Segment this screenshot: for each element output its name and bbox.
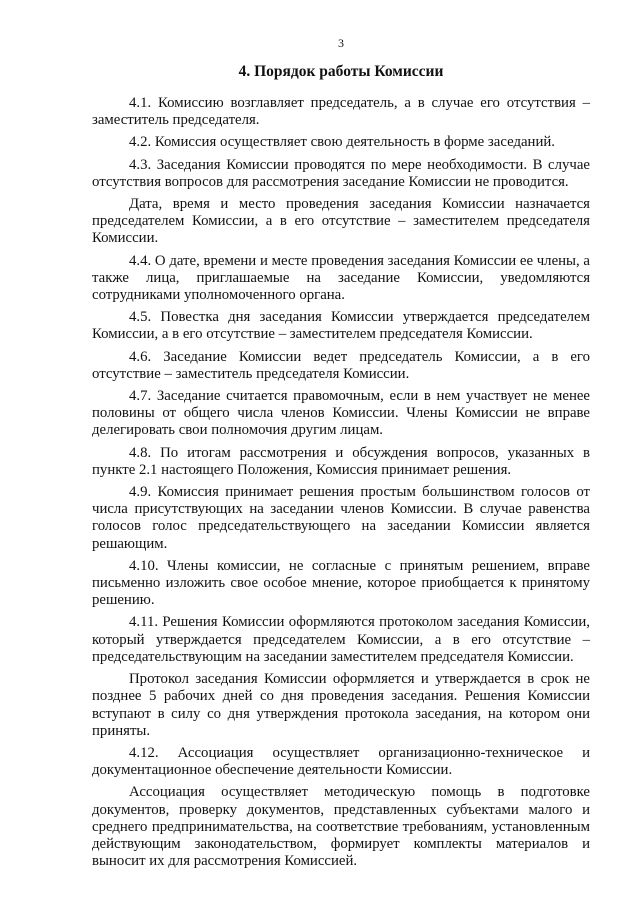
paragraph-4-8: 4.8. По итогам рассмотрения и обсуждения вопросов, указанных в пункте 2.1 настоящего Положения, Комиссия принимает решения. <box>92 444 590 478</box>
paragraph-4-7: 4.7. Заседание считается правомочным, если в нем участвует не менее половины от общего числа членов Комиссии. Члены Комиссии не вправе делегировать свои полномочия другим лицам. <box>92 388 590 439</box>
paragraph-4-3-continued: Дата, время и место проведения заседания Комиссии назначается председателем Комиссии, а в его отсутствие – заместителем председателя Комиссии. <box>92 196 590 247</box>
paragraph-4-6: 4.6. Заседание Комиссии ведет председатель Комиссии, а в его отсутствие – заместитель председателя Комиссии. <box>92 348 590 382</box>
paragraph-4-2: 4.2. Комиссия осуществляет свою деятельность в форме заседаний. <box>129 134 556 151</box>
paragraph-4-10: 4.10. Члены комиссии, не согласные с принятым решением, вправе письменно изложить свое особое мнение, которое приобщается к принятому решению. <box>92 557 590 609</box>
paragraph-4-12: 4.12. Ассоциация осуществляет организационно-техническое и документационное обеспечение деятельности Комиссии. <box>92 744 590 779</box>
page-number: 3 <box>338 36 344 50</box>
paragraph-4-11-continued: Протокол заседания Комиссии оформляется и утверждается в срок не позднее 5 рабочих дней со дня проведения заседания. Решения Комиссии вступают в силу со дня утверждения протокола заседания, на котором они приняты. <box>92 671 590 739</box>
section-body <box>92 95 590 870</box>
paragraph-4-9: 4.9. Комиссия принимает решения простым большинством голосов от числа присутствующих на заседании членов Комиссии. В случае равенства голосов голос председательствующего на заседании Комиссии является решающим. <box>92 484 590 552</box>
paragraph-4-1: 4.1. Комиссию возглавляет председатель, а в случае его отсутствия – заместитель председателя. <box>92 95 590 129</box>
paragraph-4-11: 4.11. Решения Комиссии оформляются протоколом заседания Комиссии, который утверждается председателем Комиссии, а в его отсутствие – председательствующим на заседании заместителем председателя Комиссии. <box>92 614 590 665</box>
paragraph-4-3: 4.3. Заседания Комиссии проводятся по мере необходимости. В случае отсутствия вопросов для рассмотрения заседание Комиссии не проводится. <box>92 156 590 190</box>
paragraph-4-5: 4.5. Повестка дня заседания Комиссии утверждается председателем Комиссии, а в его отсутствие – заместителем председателя Комиссии. <box>92 309 590 343</box>
paragraph-4-12-continued: Ассоциация осуществляет методическую помощь в подготовке документов, проверку документов, представленных субъектами малого и среднего предпринимательства, на соответствие требованиям, установленным действующим законодательством, формирует комплекты материалов и выносит их для рассмотрения Комиссией. <box>92 784 590 870</box>
paragraph-4-4: 4.4. О дате, времени и месте проведения заседания Комиссии ее члены, а также лица, приглашаемые на заседание Комиссии, уведомляются сотрудниками уполномоченного органа. <box>92 252 590 304</box>
section-title: 4. Порядок работы Комиссии <box>238 63 444 80</box>
